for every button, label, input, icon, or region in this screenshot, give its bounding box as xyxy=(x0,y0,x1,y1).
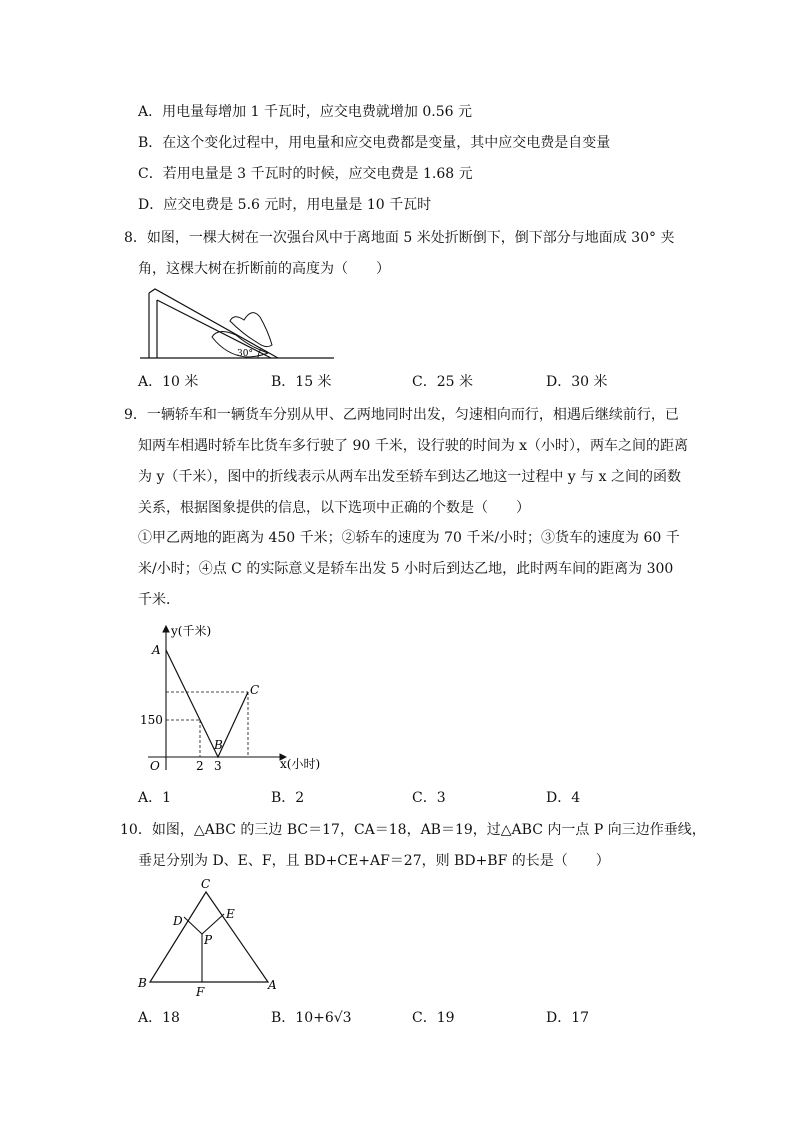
origin-label: O xyxy=(150,759,160,773)
perpendicular-pd xyxy=(184,917,202,934)
q9-stem-line4: 关系，根据图象提供的信息，以下选项中正确的个数是（ ） xyxy=(138,500,530,516)
q8-tree-figure xyxy=(140,285,340,365)
option-text: 应交电费是 5.6 元时，用电量是 10 千瓦时 xyxy=(163,197,432,213)
y-tick-150: 150 xyxy=(140,713,163,727)
q9-stem-line3: 为 y（千米），图中的折线表示从两车出发至轿车到达乙地这一过程中 y 与 x 之间的函数 xyxy=(138,469,681,485)
option-text: 若用电量是 3 千瓦时的时候，应交电费是 1.68 元 xyxy=(162,166,473,182)
q10-triangle-figure xyxy=(136,874,282,1000)
q7-option-d xyxy=(138,195,431,215)
q9-option-c xyxy=(412,788,446,808)
x-tick-2: 2 xyxy=(196,759,204,773)
q9-option-d xyxy=(546,788,580,808)
q9-stem-line2: 知两车相遇时轿车比货车多行驶了 90 千米，设行驶的时间为 x（小时），两车之间的距离 xyxy=(138,438,689,454)
leaves-upper xyxy=(230,313,272,347)
option-label: A． xyxy=(138,374,163,390)
fallen-trunk-top xyxy=(149,289,278,358)
option-label: A． xyxy=(138,104,163,120)
question-text: 如图，△ABC 的三边 BC＝17，CA＝18，AB＝19，过△ABC 内一点 P 向三边作垂线， xyxy=(151,822,706,838)
option-text: 25 米 xyxy=(436,374,473,390)
vertex-c-label: C xyxy=(201,877,211,891)
q9-option-b xyxy=(271,788,304,808)
question-number: 8． xyxy=(124,230,147,246)
q10-stem-line1 xyxy=(120,820,706,840)
vertex-a-label: A xyxy=(268,978,277,992)
angle-arc xyxy=(258,349,261,358)
question-text: 一辆轿车和一辆货车分别从甲、乙两地同时出发，匀速相向而行，相遇后继续前行，已 xyxy=(146,407,679,423)
q10-option-d xyxy=(546,1008,589,1028)
q9-statement-line2: 米/小时；④点 C 的实际意义是轿车出发 5 小时后到达乙地，此时两车间的距离为 300 xyxy=(138,561,674,577)
option-label: A． xyxy=(138,790,163,806)
option-label: D． xyxy=(546,790,572,806)
q8-stem-line2: 角，这棵大树在折断前的高度为（ ） xyxy=(138,261,390,277)
option-label: C． xyxy=(412,790,437,806)
option-label: D． xyxy=(138,197,164,213)
point-b-label: B xyxy=(214,738,223,752)
q10-options xyxy=(138,1008,698,1028)
option-label: D． xyxy=(546,1010,572,1026)
option-text: 10 米 xyxy=(162,374,199,390)
option-text: 3 xyxy=(436,790,446,806)
option-text: 17 xyxy=(571,1010,590,1026)
option-label: C． xyxy=(138,166,163,182)
foot-e-label: E xyxy=(226,907,235,921)
option-text: 15 米 xyxy=(295,374,332,390)
foot-f-label: F xyxy=(196,985,205,999)
option-text: 10+6√3 xyxy=(295,1010,352,1026)
q9-option-a xyxy=(138,788,171,808)
q9-function-graph xyxy=(138,620,338,775)
q9-stem-line1 xyxy=(124,405,679,425)
q8-option-a xyxy=(138,372,198,392)
option-text: 4 xyxy=(571,790,581,806)
option-text: 用电量每增加 1 千瓦时，应交电费就增加 0.56 元 xyxy=(162,104,473,120)
option-label: C． xyxy=(412,1010,437,1026)
option-label: B． xyxy=(271,790,296,806)
q8-stem-line1 xyxy=(124,228,674,248)
q9-statement-line3: 千米． xyxy=(138,592,180,608)
q8-options xyxy=(138,372,698,392)
angle-label: 30° xyxy=(237,349,253,359)
q8-option-c xyxy=(412,372,473,392)
option-label: B． xyxy=(138,135,163,151)
q10-option-b xyxy=(271,1008,352,1028)
option-label: C． xyxy=(412,374,437,390)
q10-option-c xyxy=(412,1008,455,1028)
q7-option-b xyxy=(138,133,610,153)
point-a-label: A xyxy=(152,643,161,657)
vertex-b-label: B xyxy=(138,976,147,990)
foot-d-label: D xyxy=(173,914,183,928)
perpendicular-pe xyxy=(202,914,224,934)
question-number: 9． xyxy=(124,407,147,423)
option-text: 1 xyxy=(162,790,172,806)
option-text: 19 xyxy=(436,1010,455,1026)
fallen-trunk-bottom xyxy=(157,300,271,358)
q8-option-d xyxy=(546,372,608,392)
option-label: A． xyxy=(138,1010,163,1026)
option-label: B． xyxy=(271,374,296,390)
option-label: D． xyxy=(546,374,572,390)
point-c-label: C xyxy=(250,683,260,697)
option-text: 2 xyxy=(295,790,305,806)
q9-options xyxy=(138,788,698,808)
question-number: 10． xyxy=(120,822,152,838)
y-axis-label: y(千米) xyxy=(171,624,212,638)
q8-option-b xyxy=(271,372,332,392)
point-p-label: P xyxy=(204,933,213,947)
q7-option-a xyxy=(138,102,472,122)
x-axis-label: x(小时) xyxy=(280,757,321,771)
q10-option-a xyxy=(138,1008,180,1028)
option-text: 30 米 xyxy=(571,374,608,390)
distance-polyline xyxy=(166,650,248,757)
q9-statement-line1: ①甲乙两地的距离为 450 千米；②轿车的速度为 70 千米/小时；③货车的速度为 60 千 xyxy=(138,530,680,546)
question-text: 如图，一棵大树在一次强台风中于离地面 5 米处折断倒下，倒下部分与地面成 30° 夹 xyxy=(146,230,675,246)
q7-option-c xyxy=(138,164,473,184)
option-text: 18 xyxy=(162,1010,180,1026)
x-tick-3: 3 xyxy=(214,759,222,773)
q10-stem-line2: 垂足分别为 D、E、F，且 BD+CE+AF＝27，则 BD+BF 的长是（ ） xyxy=(138,853,610,869)
option-text: 在这个变化过程中，用电量和应交电费都是变量，其中应交电费是自变量 xyxy=(162,135,611,151)
option-label: B． xyxy=(271,1010,296,1026)
